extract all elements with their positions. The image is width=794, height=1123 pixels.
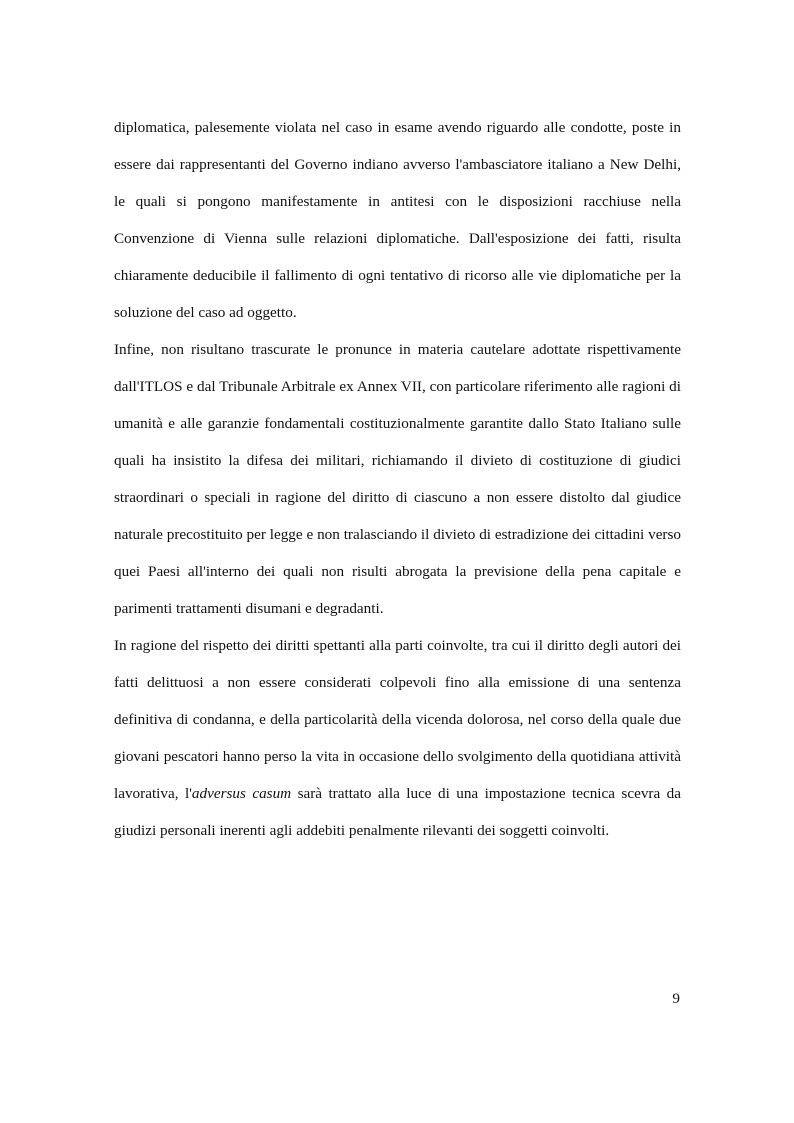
paragraph-2: Infine, non risultano trascurate le pronunce in materia cautelare adottate rispettivamente dall'ITLOS e dal Tribunale Arbitrale ex Annex VII, con particolare riferimento alle ragioni di umanità e alle garanzie fondamentali costituzionalmente garantite dallo Stato Italiano sulle quali ha insistito la difesa dei militari, richiamando il divieto di costituzione di giudici straordinari o speciali in ragione del diritto di ciascuno a non essere distolto dal giudice naturale precostituito per legge e non tralasciando il divieto di estradizione dei cittadini verso quei Paesi all'interno dei quali non risulti abrogata la previsione della pena capitale e parimenti trattamenti disumani e degradanti.	[114, 341, 681, 617]
paragraph-3-end: sarà trattato alla luce di una impostazione tecnica scevra da giudizi personali inerenti agli addebiti penalmente rilevanti dei soggetti coinvolti.	[114, 785, 681, 839]
body-text	[114, 109, 681, 849]
paragraph-3	[114, 627, 681, 849]
italic-term: adversus casum	[191, 785, 292, 802]
page-number: 9	[672, 990, 680, 1007]
paragraph-1: diplomatica, palesemente violata nel caso in esame avendo riguardo alle condotte, poste in essere dai rappresentanti del Governo indiano avverso l'ambasciatore italiano a New Delhi, le quali si pongono manifestamente in antitesi con le disposizioni racchiuse nella Convenzione di Vienna sulle relazioni diplomatiche. Dall'esposizione dei fatti, risulta chiaramente deducibile il fallimento di ogni tentativo di ricorso alle vie diplomatiche per la soluzione del caso ad oggetto.	[114, 119, 681, 321]
paragraph-3-start: In ragione del rispetto dei diritti spettanti alla parti coinvolte, tra cui il diritto degli autori dei fatti delittuosi a non essere considerati colpevoli fino alla emissione di una sentenza definitiva di condanna, e della particolarità della vicenda dolorosa, nel corso della quale due giovani pescatori hanno perso la vita in occasione dello svolgimento della quotidiana attività lavorativa, l'	[114, 637, 681, 802]
